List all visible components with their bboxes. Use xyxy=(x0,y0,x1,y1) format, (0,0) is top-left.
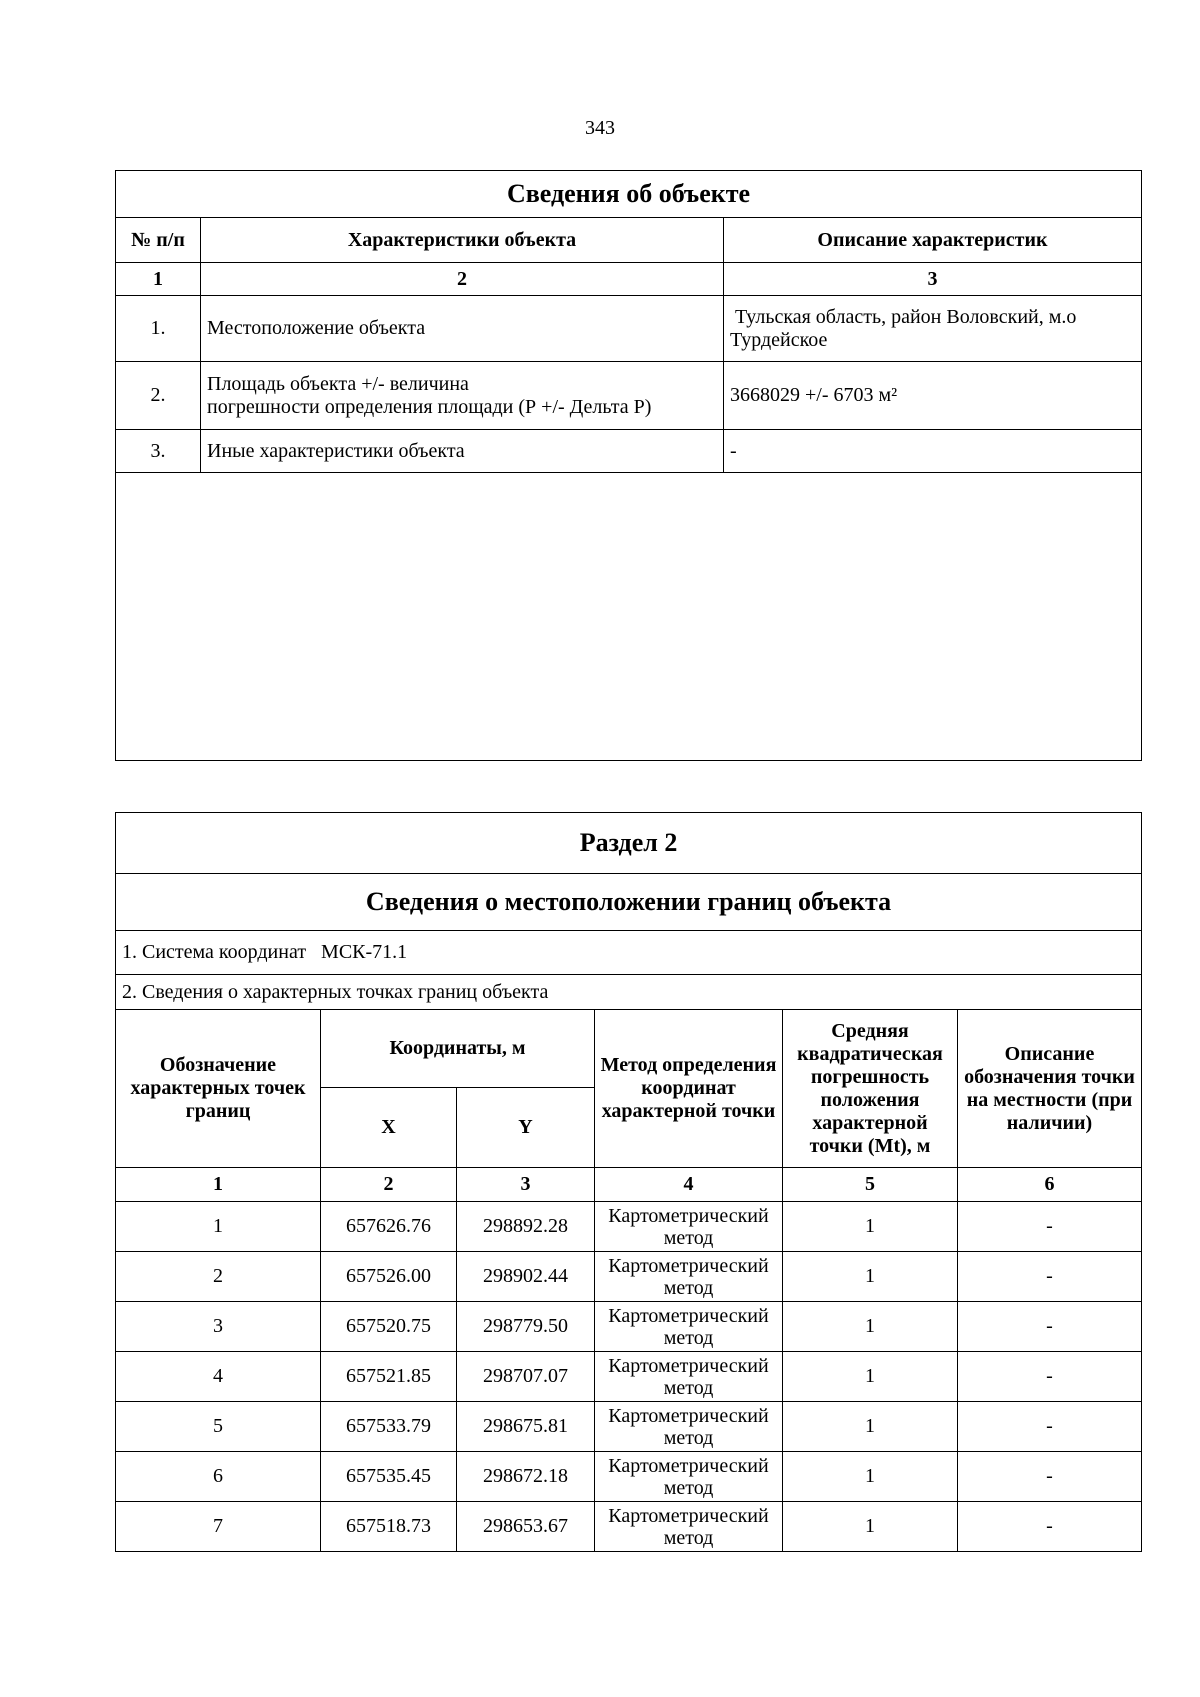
point-desc: - xyxy=(958,1402,1142,1452)
col-number-5: 5 xyxy=(783,1168,958,1202)
header-description: Описание характеристик xyxy=(724,218,1142,263)
point-x: 657533.79 xyxy=(321,1402,457,1452)
characteristic-line: Площадь объекта +/- величина xyxy=(207,372,469,395)
point-desc: - xyxy=(958,1302,1142,1352)
point-mt: 1 xyxy=(783,1302,958,1352)
point-desc: - xyxy=(958,1352,1142,1402)
point-x: 657521.85 xyxy=(321,1352,457,1402)
table-row xyxy=(116,1302,1142,1352)
point-mt: 1 xyxy=(783,1202,958,1252)
point-id: 6 xyxy=(116,1452,321,1502)
point-method: Картометрический метод xyxy=(595,1452,783,1502)
point-x: 657520.75 xyxy=(321,1302,457,1352)
object-info-title: Сведения об объекте xyxy=(116,171,1142,218)
points-info: 2. Сведения о характерных точках границ объекта xyxy=(116,975,1142,1010)
row-characteristic xyxy=(201,362,724,430)
col-number-4: 4 xyxy=(595,1168,783,1202)
header-y: Y xyxy=(457,1088,595,1168)
point-x: 657526.00 xyxy=(321,1252,457,1302)
col-number-3: 3 xyxy=(724,263,1142,296)
header-method: Метод определения координат характерной точки xyxy=(595,1010,783,1168)
table-row xyxy=(116,430,1142,473)
point-desc: - xyxy=(958,1502,1142,1552)
point-y: 298672.18 xyxy=(457,1452,595,1502)
point-method: Картометрический метод xyxy=(595,1302,783,1352)
point-method: Картометрический метод xyxy=(595,1352,783,1402)
table-row xyxy=(116,1402,1142,1452)
row-num: 2. xyxy=(116,362,201,430)
point-method: Картометрический метод xyxy=(595,1402,783,1452)
empty-area xyxy=(116,473,1142,761)
object-info-table xyxy=(115,170,1142,761)
section-subtitle: Сведения о местоположении границ объекта xyxy=(116,874,1142,931)
point-x: 657626.76 xyxy=(321,1202,457,1252)
point-mt: 1 xyxy=(783,1252,958,1302)
point-y: 298653.67 xyxy=(457,1502,595,1552)
coord-system: 1. Система координат МСК-71.1 xyxy=(116,931,1142,975)
col-number-2: 2 xyxy=(201,263,724,296)
point-id: 3 xyxy=(116,1302,321,1352)
col-number-1: 1 xyxy=(116,1168,321,1202)
row-characteristic: Иные характеристики объекта xyxy=(201,430,724,473)
point-method: Картометрический метод xyxy=(595,1202,783,1252)
header-designation: Обозначение характерных точек границ xyxy=(116,1010,321,1168)
point-y: 298707.07 xyxy=(457,1352,595,1402)
table-row xyxy=(116,1202,1142,1252)
row-characteristic: Местоположение объекта xyxy=(201,296,724,362)
boundary-points-table xyxy=(115,812,1142,1552)
table-row xyxy=(116,296,1142,362)
point-id: 7 xyxy=(116,1502,321,1552)
header-x: X xyxy=(321,1088,457,1168)
col-number-2: 2 xyxy=(321,1168,457,1202)
point-mt: 1 xyxy=(783,1502,958,1552)
point-mt: 1 xyxy=(783,1352,958,1402)
header-num: № п/п xyxy=(116,218,201,263)
col-number-6: 6 xyxy=(958,1168,1142,1202)
col-number-3: 3 xyxy=(457,1168,595,1202)
header-characteristics: Характеристики объекта xyxy=(201,218,724,263)
point-desc: - xyxy=(958,1252,1142,1302)
section-title: Раздел 2 xyxy=(116,813,1142,874)
point-id: 2 xyxy=(116,1252,321,1302)
point-x: 657518.73 xyxy=(321,1502,457,1552)
table-row xyxy=(116,1252,1142,1302)
characteristic-line: погрешности определения площади (Р +/- Дельта Р) xyxy=(207,395,652,418)
point-mt: 1 xyxy=(783,1402,958,1452)
point-x: 657535.45 xyxy=(321,1452,457,1502)
point-id: 5 xyxy=(116,1402,321,1452)
col-number-1: 1 xyxy=(116,263,201,296)
header-point-description: Описание обозначения точки на местности (при наличии) xyxy=(958,1010,1142,1168)
row-num: 3. xyxy=(116,430,201,473)
point-y: 298779.50 xyxy=(457,1302,595,1352)
row-num: 1. xyxy=(116,296,201,362)
table-row xyxy=(116,1352,1142,1402)
point-y: 298892.28 xyxy=(457,1202,595,1252)
point-y: 298675.81 xyxy=(457,1402,595,1452)
row-description: 3668029 +/- 6703 м² xyxy=(724,362,1142,430)
point-mt: 1 xyxy=(783,1452,958,1502)
page-number: 343 xyxy=(585,117,615,139)
header-error: Средняя квадратическая погрешность положения характерной точки (Mt), м xyxy=(783,1010,958,1168)
table-row xyxy=(116,1502,1142,1552)
point-desc: - xyxy=(958,1202,1142,1252)
point-method: Картометрический метод xyxy=(595,1252,783,1302)
point-desc: - xyxy=(958,1452,1142,1502)
point-id: 4 xyxy=(116,1352,321,1402)
table-row xyxy=(116,1452,1142,1502)
header-coordinates: Координаты, м xyxy=(321,1010,595,1088)
row-description: Тульская область, район Воловский, м.о Турдейское xyxy=(724,296,1142,362)
point-method: Картометрический метод xyxy=(595,1502,783,1552)
point-y: 298902.44 xyxy=(457,1252,595,1302)
point-id: 1 xyxy=(116,1202,321,1252)
row-description: - xyxy=(724,430,1142,473)
table-row xyxy=(116,362,1142,430)
